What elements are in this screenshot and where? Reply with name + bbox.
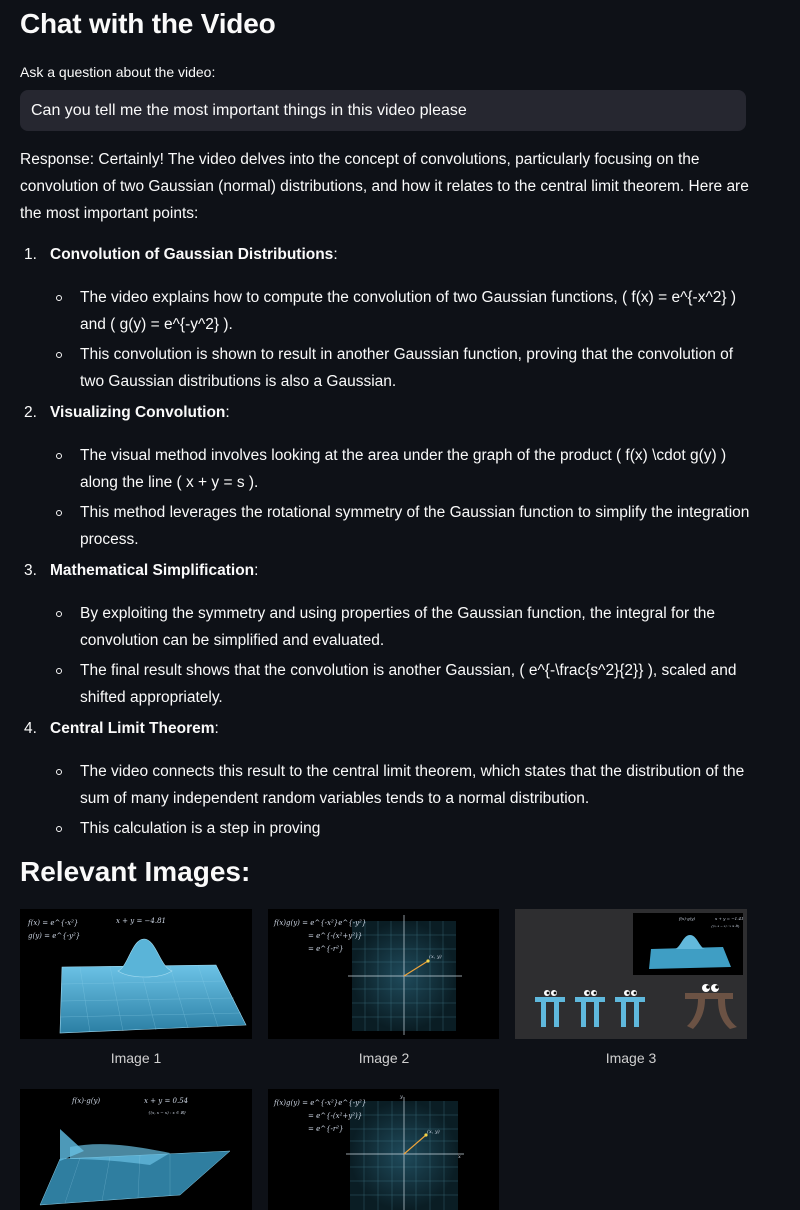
f-label: f(x)·g(y) [72, 1097, 101, 1105]
page-title: Chat with the Video [20, 8, 276, 39]
images-heading: Relevant Images: [20, 856, 251, 887]
image-2-caption: Image 2 [358, 1050, 410, 1066]
point-heading: Visualizing Convolution [50, 404, 226, 421]
grid-equations-graphic [268, 1089, 499, 1210]
equation-line-2: = e^{-(x²+y²)} [308, 1112, 363, 1120]
f-label: f(x) = e^{-x²} [28, 919, 79, 927]
image-2-thumbnail[interactable] [268, 909, 499, 1039]
bullet-circle-icon [56, 769, 62, 775]
bullet-circle-icon [56, 352, 62, 358]
image-1-caption: Image 1 [110, 1050, 162, 1066]
equation-line-1: f(x)g(y) = e^{-x²}e^{-y²} [274, 1099, 367, 1107]
bullet-item: This method leverages the rotational symmetry of the Gaussian function to simplify the integration process. [20, 499, 750, 553]
point-item: 1. Convolution of Gaussian Distributions: The video explains how to compute the convolution of two Gaussian functions, ( f(x) = e^{-x^2} ) and ( g(y) = e^{-y^2} ). This convolution is shown to result in another Gaussian function, proving that the convolution of two Gaussian distributions is also a Gaussian. [20, 241, 750, 395]
bullet-circle-icon [56, 510, 62, 516]
g-label: g(y) = e^{-y²} [28, 932, 81, 940]
bullet-circle-icon [56, 295, 62, 301]
equation-line-1: f(x)g(y) = e^{-x²}e^{-y²} [274, 919, 367, 927]
equation-line-2: = e^{-(x²+y²)} [308, 932, 363, 940]
bullet-circle-icon [56, 453, 62, 459]
inset-left-label: f(x)·g(y) [679, 916, 696, 921]
bullet-item: The video explains how to compute the convolution of two Gaussian functions, ( f(x) = e^{-x^2} ) and ( g(y) = e^{-y^2} ). [20, 284, 750, 338]
image-5-thumbnail[interactable] [268, 1089, 499, 1210]
point-number: 1. [24, 246, 37, 263]
equation-line-3: = e^{-r²} [308, 945, 344, 953]
inset-sub-label: {(x, s − x) : x ∈ ℝ} [711, 924, 740, 928]
inset-right-label: x + y = −1.41 [715, 916, 744, 921]
image-3-thumbnail[interactable] [515, 909, 747, 1039]
point-number: 2. [24, 404, 37, 421]
point-heading: Central Limit Theorem [50, 720, 215, 737]
gaussian-surface-graphic [20, 909, 252, 1039]
bullet-item: The visual method involves looking at the area under the graph of the product ( f(x) \cdot g(y) ) along the line ( x + y = s ). [20, 442, 750, 496]
x-axis-label: x [458, 1154, 461, 1160]
image-4-thumbnail[interactable] [20, 1089, 252, 1210]
bullet-item: This calculation is a step in proving [20, 815, 750, 842]
response-block [20, 146, 750, 846]
point-number: 3. [24, 562, 37, 579]
tilted-surface-graphic [20, 1089, 252, 1210]
bullet-item: The final result shows that the convolution is another Gaussian, ( e^{-\frac{s^2}{2}} ), scaled and shifted appropriately. [20, 657, 750, 711]
point-item: 4. Central Limit Theorem: The video connects this result to the central limit theorem, which states that the distribution of the sum of many independent random variables tends to a normal distribution. This calculation is a step in proving [20, 715, 750, 842]
question-input[interactable] [20, 90, 746, 131]
y-axis-label: y [400, 1094, 403, 1100]
bullet-circle-icon [56, 826, 62, 832]
bullet-item: The video connects this result to the central limit theorem, which states that the distribution of the sum of many independent random variables tends to a normal distribution. [20, 758, 750, 812]
bullet-circle-icon [56, 611, 62, 617]
point-heading: Convolution of Gaussian Distributions [50, 246, 334, 263]
question-label: Ask a question about the video: [20, 64, 216, 80]
response-intro: Response: Certainly! The video delves into the concept of convolutions, particularly focusing on the convolution of two Gaussian (normal) distributions, and how it relates to the central limit theorem. Here are the most important points: [20, 151, 749, 222]
point-item: 3. Mathematical Simplification: By exploiting the symmetry and using properties of the Gaussian function, the integral for the convolution can be simplified and evaluated. The final result shows that the convolution is another Gaussian, ( e^{-\frac{s^2}{2}} ), scaled and shifted appropriately. [20, 557, 750, 711]
set-label: {(x, s − x) : x ∈ ℝ} [148, 1110, 187, 1115]
line-label: x + y = 0.54 [144, 1097, 189, 1105]
point-heading: Mathematical Simplification [50, 562, 255, 579]
response-points [20, 241, 750, 842]
equation-line-3: = e^{-r²} [308, 1125, 344, 1133]
grid-equations-graphic [268, 909, 499, 1039]
image-3-caption: Image 3 [605, 1050, 657, 1066]
bullet-item: This convolution is shown to result in another Gaussian function, proving that the convolution of two Gaussian distributions is also a Gaussian. [20, 341, 750, 395]
blue-pi-creatures [535, 997, 645, 1027]
point-label: (x, y) [429, 954, 442, 960]
point-label: (x, y) [427, 1129, 440, 1135]
bullet-item: By exploiting the symmetry and using properties of the Gaussian function, the integral for the convolution can be simplified and evaluated. [20, 600, 750, 654]
bullet-circle-icon [56, 668, 62, 674]
brown-pi-creature [685, 993, 737, 1029]
point-number: 4. [24, 720, 37, 737]
line-label: x + y = −4.81 [116, 917, 166, 925]
pi-creatures-graphic [515, 909, 747, 1039]
point-item: 2. Visualizing Convolution: The visual method involves looking at the area under the graph of the product ( f(x) \cdot g(y) ) along the line ( x + y = s ). This method leverages the rotational symmetry of the Gaussian function to simplify the integration process. [20, 399, 750, 553]
image-1-thumbnail[interactable] [20, 909, 252, 1039]
